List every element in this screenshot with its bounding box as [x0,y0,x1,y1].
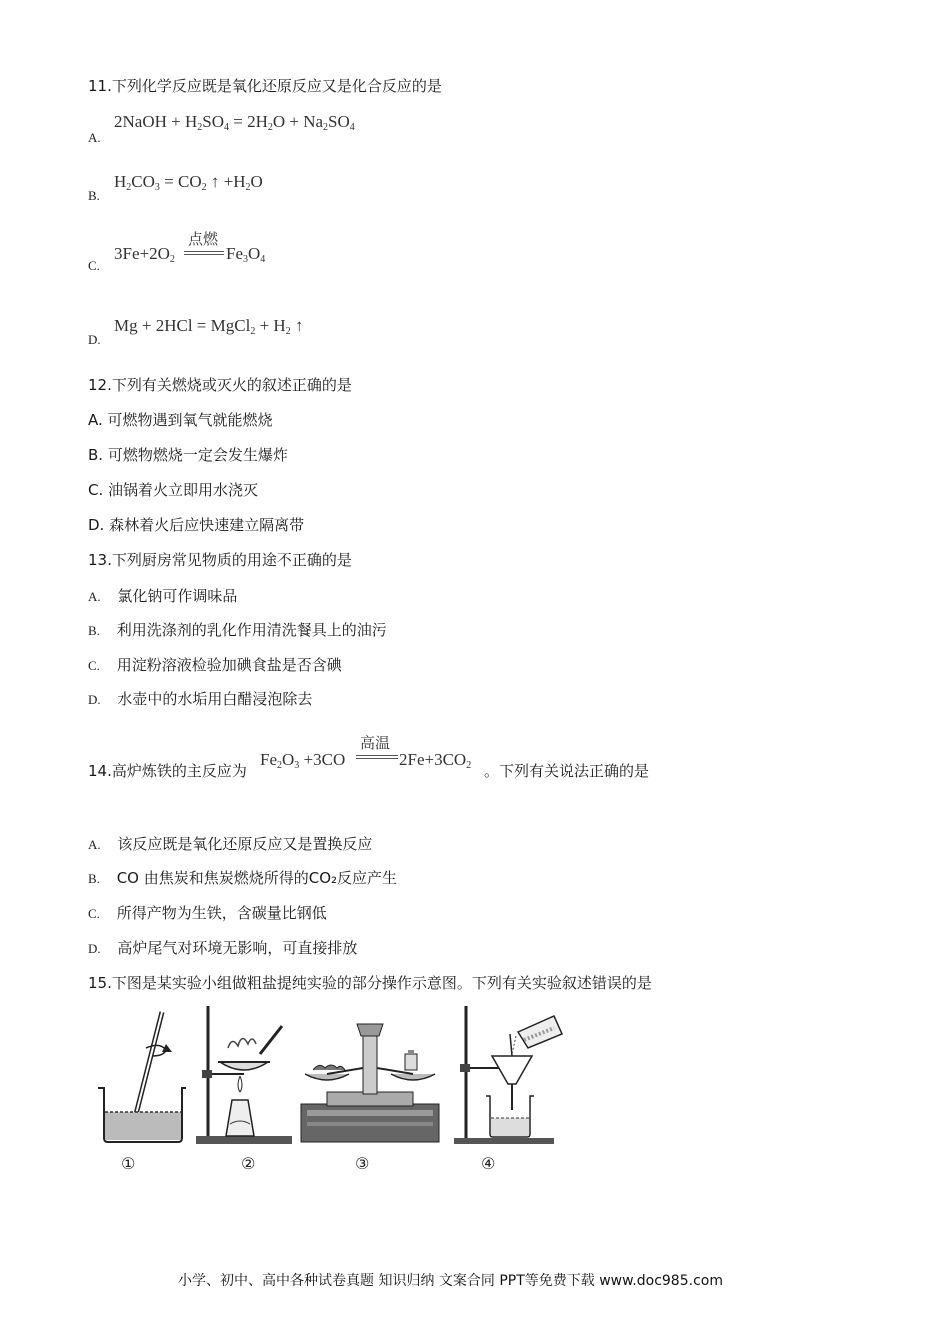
figure-label-4: ④ [481,1154,496,1173]
option-letter: C. [88,258,100,273]
equals-bar [184,251,224,253]
figure-label-2: ② [241,1154,256,1173]
q13-stem: 13.下列厨房常见物质的用途不正确的是 [88,551,352,569]
equals-bar [356,758,398,760]
option-letter: A. [88,130,101,145]
formula-c-left: $3Fe+2O_2$ [114,244,175,265]
figure-label-1: ① [121,1154,136,1173]
q14-option-b: B. CO 由焦炭和焦炭燃烧所得的CO₂反应产生 [88,869,398,887]
q14-option-d: D. 高炉尾气对环境无影响，可直接排放 [88,939,358,957]
equals-bar [356,755,398,757]
reaction-condition: 高温 [360,734,391,752]
page-footer: 小学、初中、高中各种试卷真题 知识归纳 文案合同 PPT等免费下载 www.doc985.com [178,1273,723,1289]
q14-option-c: C. 所得产物为生铁，含碳量比钢低 [88,904,327,922]
q15-stem: 15.下图是某实验小组做粗盐提纯实验的部分操作示意图。下列有关实验叙述错误的是 [88,974,652,992]
q14-stem-prefix: 14.高炉炼铁的主反应为 [88,762,247,780]
q12-option-d: D. 森林着火后应快速建立隔离带 [88,516,305,534]
figure-label-3: ③ [355,1154,370,1173]
equals-bar [184,254,224,256]
q13-option-d: D. 水壶中的水垢用白醋浸泡除去 [88,690,313,708]
option-letter: D. [88,332,101,347]
q12-option-a: A. 可燃物遇到氧气就能燃烧 [88,411,273,429]
formula-a: 2NaOH + $H_2SO_4 = 2H_2O + Na_2SO_4$ [114,112,355,133]
reaction-condition: 点燃 [188,230,219,248]
q14-formula-right: $2Fe+3CO_2$ [399,750,472,771]
formula-b: $H_2CO_3 = CO_2$ ↑ $+H_2O$ [114,172,263,193]
filtration-setup-illustration [450,1004,570,1148]
q12-option-c: C. 油锅着火立即用水浇灭 [88,481,259,499]
formula-c-right: $Fe_3O_4$ [226,244,266,265]
q14-formula-left: $Fe_2O_3 +3CO$ [260,750,346,771]
q14-option-a: A. 该反应既是氧化还原反应又是置换反应 [88,835,373,853]
formula-d: Mg + 2HCl = MgCl$_2$ + $H_2$ ↑ [114,316,304,337]
q12-option-b: B. 可燃物燃烧一定会发生爆炸 [88,446,288,464]
q11-stem: 11.下列化学反应既是氧化还原反应又是化合反应的是 [88,77,442,95]
q13-option-b: B. 利用洗涤剂的乳化作用清洗餐具上的油污 [88,621,387,639]
q13-option-c: C. 用淀粉溶液检验加碘食盐是否含碘 [88,656,342,674]
evaporation-setup-illustration [190,1004,300,1148]
stirring-beaker-illustration [90,1004,200,1148]
q14-stem-suffix: 。下列有关说法正确的是 [484,762,650,780]
q13-option-a: A. 氯化钠可作调味品 [88,587,238,605]
balance-scale-illustration [297,1004,443,1148]
option-letter: B. [88,188,100,203]
q12-stem: 12.下列有关燃烧或灭火的叙述正确的是 [88,376,352,394]
